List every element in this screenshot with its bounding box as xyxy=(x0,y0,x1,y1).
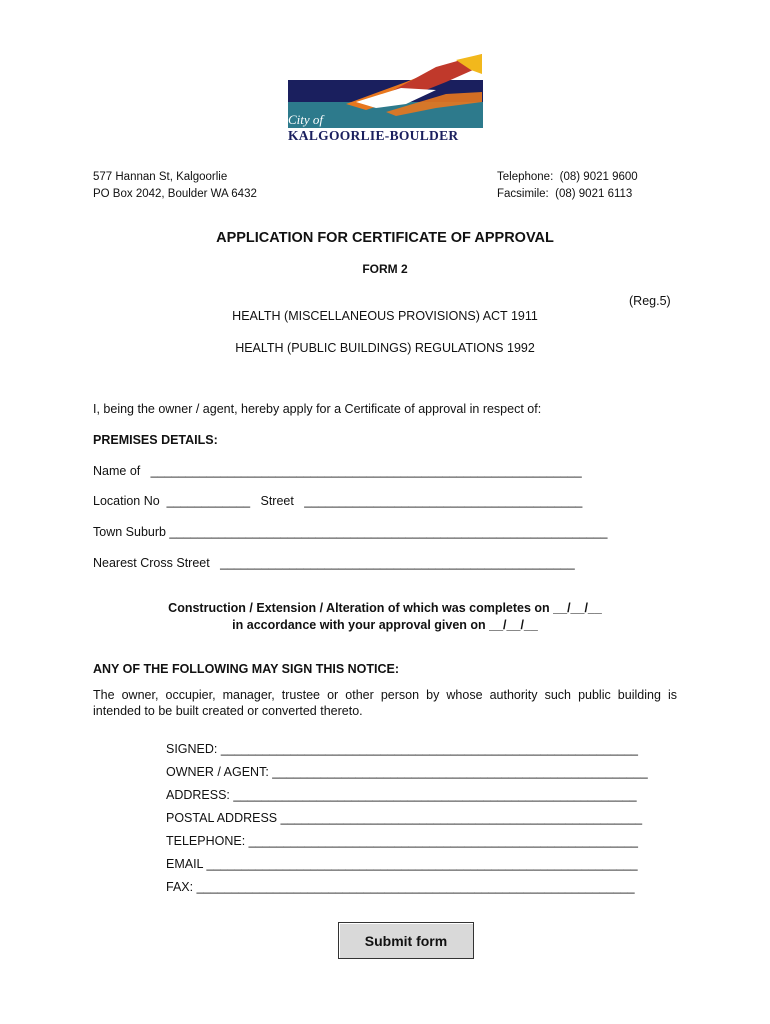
signed-field[interactable]: SIGNED: ____________________________________________________________ xyxy=(166,742,638,756)
address-line-1: 577 Hannan St, Kalgoorlie xyxy=(93,171,228,183)
owner-agent-field[interactable]: OWNER / AGENT: ______________________________________________________ xyxy=(166,765,648,779)
logo-city-text: City of xyxy=(288,112,324,127)
application-intro: I, being the owner / agent, hereby apply for a Certificate of approval in respect of: xyxy=(93,402,542,416)
premises-heading: PREMISES DETAILS: xyxy=(93,433,218,447)
council-contact xyxy=(497,169,638,202)
telephone-field[interactable]: TELEPHONE: ________________________________________________________ xyxy=(166,834,638,848)
construction-statement xyxy=(0,600,770,634)
form-title: APPLICATION FOR CERTIFICATE OF APPROVAL xyxy=(216,230,554,246)
facsimile-number: Facsimile: (08) 9021 6113 xyxy=(497,187,633,200)
fax-field[interactable]: FAX: _______________________________________________________________ xyxy=(166,880,635,894)
construction-line-2[interactable]: in accordance with your approval given on __/__/__ xyxy=(232,618,538,632)
construction-line-1[interactable]: Construction / Extension / Alteration of which was completes on __/__/__ xyxy=(168,601,602,615)
signatories-paragraph: The owner, occupier, manager, trustee or other person by whose authority such public building is intended to be built created or converted thereto. xyxy=(93,688,677,718)
signatories-heading: ANY OF THE FOLLOWING MAY SIGN THIS NOTICE: xyxy=(93,662,400,676)
regulations-title: HEALTH (PUBLIC BUILDINGS) REGULATIONS 1992 xyxy=(235,341,535,355)
cross-street-field[interactable]: Nearest Cross Street ___________________________________________________ xyxy=(93,556,575,570)
act-title: HEALTH (MISCELLANEOUS PROVISIONS) ACT 1911 xyxy=(232,309,538,323)
telephone-number: Telephone: (08) 9021 9600 xyxy=(497,171,638,183)
address-line-2: PO Box 2042, Boulder WA 6432 xyxy=(93,187,257,200)
town-suburb-field[interactable]: Town Suburb _______________________________________________________________ xyxy=(93,525,608,539)
council-address xyxy=(93,169,257,202)
postal-address-field[interactable]: POSTAL ADDRESS ____________________________________________________ xyxy=(166,811,643,825)
form-number: FORM 2 xyxy=(362,262,408,276)
name-of-field[interactable]: Name of ______________________________________________________________ xyxy=(93,464,582,478)
email-field[interactable]: EMAIL ______________________________________________________________ xyxy=(166,857,638,871)
location-street-field[interactable]: Location No ____________ Street ________________________________________ xyxy=(93,494,583,508)
regulation-ref: (Reg.5) xyxy=(629,294,671,308)
address-field[interactable]: ADDRESS: __________________________________________________________ xyxy=(166,788,637,802)
submit-form-button[interactable]: Submit form xyxy=(338,922,474,959)
logo-name-text: KALGOORLIE-BOULDER xyxy=(288,128,459,143)
